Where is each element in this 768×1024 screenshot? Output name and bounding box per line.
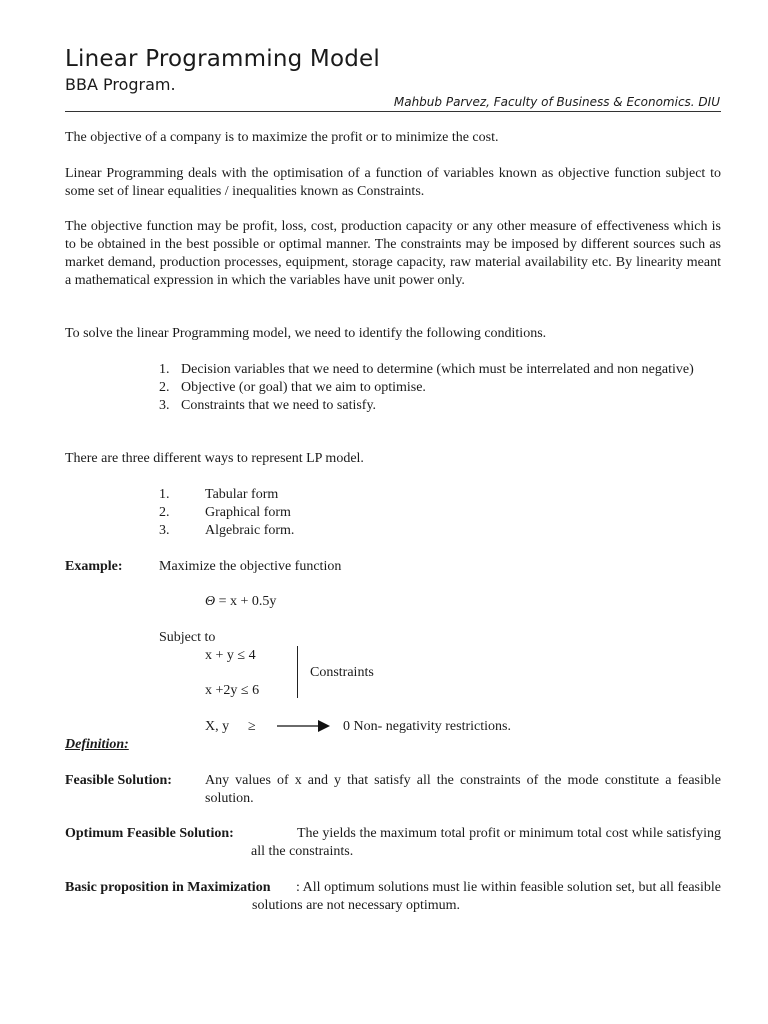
list-item xyxy=(159,397,721,415)
list-item-number: 2. xyxy=(159,380,170,395)
definition-heading: Definition: xyxy=(65,737,129,752)
paragraph-lp-definition: Linear Programming deals with the optimisation of a function of variables known as objective function subject to some set of linear equalities / inequalities known as Constraints. xyxy=(65,166,721,199)
nonneg-text: 0 Non- negativity restrictions. xyxy=(343,719,511,734)
nonneg-variables: X, y xyxy=(205,719,230,734)
feasible-solution-text: Any values of x and y that satisfy all the constraints of the mode constitute a feasible solution. xyxy=(205,773,721,806)
nonneg-sign: ≥ xyxy=(248,719,256,734)
conditions-list xyxy=(159,361,721,415)
paragraph-forms-intro: There are three different ways to represent LP model. xyxy=(65,451,364,466)
list-item-number: 1. xyxy=(159,487,170,502)
list-item-text: Tabular form xyxy=(205,487,279,502)
feasible-solution-label: Feasible Solution: xyxy=(65,773,172,788)
page-subtitle: BBA Program. xyxy=(65,75,176,94)
constraint-one: x + y ≤ 4 xyxy=(205,648,256,663)
basic-proposition-text: : All optimum solutions must lie within feasible solution set, but all feasible solutions are not necessary optimum. xyxy=(252,880,721,913)
list-item xyxy=(159,504,459,522)
list-item-text: Constraints that we need to satisfy. xyxy=(181,398,377,413)
objective-symbol: Θ xyxy=(205,594,216,609)
optimum-solution-text: The yields the maximum total profit or minimum total cost while satisfying all the constraints. xyxy=(251,826,721,859)
constraints-bracket xyxy=(297,646,298,698)
example-intro: Maximize the objective function xyxy=(159,559,342,574)
example-label: Example: xyxy=(65,559,123,574)
list-item-number: 2. xyxy=(159,505,170,520)
optimum-solution-label: Optimum Feasible Solution: xyxy=(65,826,234,841)
objective-expression: = x + 0.5y xyxy=(215,594,277,609)
author-line: Mahbub Parvez, Faculty of Business & Economics. DIU xyxy=(393,95,720,109)
list-item xyxy=(159,379,721,397)
list-item-text: Decision variables that we need to determine (which must be interrelated and non negative) xyxy=(181,362,694,377)
list-item-number: 3. xyxy=(159,398,170,413)
list-item xyxy=(159,361,721,379)
header-rule xyxy=(65,111,721,112)
list-item-number: 1. xyxy=(159,362,170,377)
list-item-text: Objective (or goal) that we aim to optimise. xyxy=(181,380,426,395)
list-item-text: Algebraic form. xyxy=(205,523,295,538)
list-item xyxy=(159,486,459,504)
list-item xyxy=(159,522,459,540)
arrow-right-icon xyxy=(276,717,332,735)
forms-list xyxy=(159,486,459,540)
page-title: Linear Programming Model xyxy=(65,46,380,72)
objective-function xyxy=(205,593,276,611)
constraints-label: Constraints xyxy=(310,665,374,680)
paragraph-objective-function: The objective function may be profit, loss, cost, production capacity or any other measure of effectiveness which is to be obtained in the best possible or optimal manner. The constraints may be imposed by different sources such as market demand, production processes, equipment, storage capacity, raw material availability etc. By linearity meant a mathematical expression in which the variables have unit power only. xyxy=(65,219,721,288)
paragraph-objective: The objective of a company is to maximize the profit or to minimize the cost. xyxy=(65,130,499,145)
constraint-two: x +2y ≤ 6 xyxy=(205,683,260,698)
list-item-text: Graphical form xyxy=(205,505,291,520)
subject-to-label: Subject to xyxy=(159,630,216,645)
basic-proposition-label: Basic proposition in Maximization xyxy=(65,880,271,895)
paragraph-conditions-intro: To solve the linear Programming model, we need to identify the following conditions. xyxy=(65,326,547,341)
list-item-number: 3. xyxy=(159,523,170,538)
